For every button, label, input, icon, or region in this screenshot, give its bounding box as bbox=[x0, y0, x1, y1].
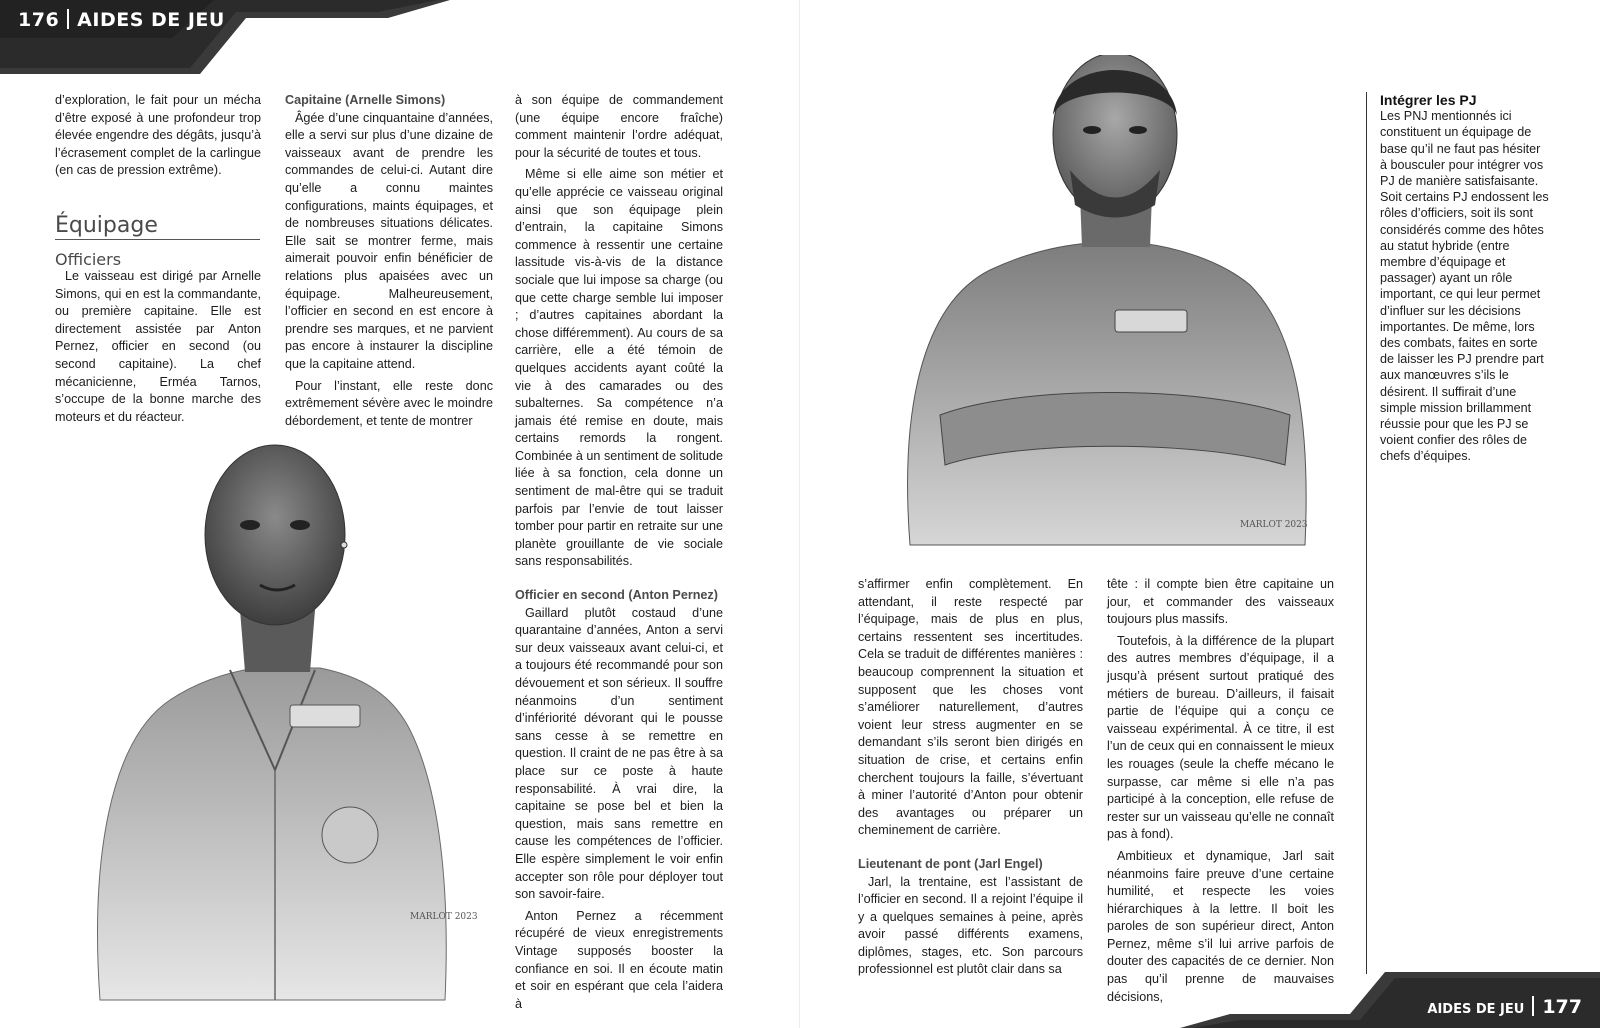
header-separator bbox=[67, 9, 69, 29]
paragraph: s’affirmer enfin complètement. En attendant, il reste respecté par l’équipage, mais de plus en plus, certains ressentent ses incertitudes. Cela se traduit de différentes manières : beaucoup comprennent la situation et supposent que les choses vont s’améliorer naturellement, d’autres voient leur stress augmenter en se demandant s’ils seront bien dirigés en situation de crise, et certains enfin cherchent toujours la faille, s’évertuant à miner l’autorité d’Anton pour obtenir des avantages ou préparer un cheminement de carrière. bbox=[858, 577, 1083, 838]
paragraph: d’exploration, le fait pour un mécha d’être exposé à une profondeur trop élevée engendre des dégâts, jusqu’à l’écrasement complet de la carlingue (en cas de pression extrême). bbox=[55, 93, 261, 178]
text-column-1b bbox=[55, 268, 261, 426]
paragraph: Âgée d’une cinquantaine d’années, elle a servi sur plus d’une dizaine de vaisseaux avant de prendre les commandes de celui-ci. Autant dire qu’elle a connu maintes configurations, maints équipages, et de nombreuses situations délicates. Elle sait se montrer ferme, mais aimerait pouvoir enfin bénéficier de relations plus apaisées avec un équipage. Malheureusement, l’officier en second en est encore à prendre ses marques, et ne parvient pas encore à instaurer la discipline que la capitaine attend. bbox=[285, 110, 493, 371]
paragraph: Pour l’instant, elle reste donc extrêmement sévère avec le moindre débordement, et tente de montrer bbox=[285, 378, 493, 428]
text-column-1 bbox=[55, 92, 261, 180]
paragraph: Anton Pernez a récemment récupéré de vieux enregistrements Vintage supposés booster la confiance en soi. Il en écoute matin et soir en espérant que cela l’aidera à bbox=[515, 908, 723, 1011]
text-column-4 bbox=[858, 576, 1083, 979]
header-separator bbox=[1532, 996, 1534, 1016]
text-column-2 bbox=[285, 92, 493, 430]
running-head: AIDES DE JEU bbox=[77, 9, 225, 31]
paragraph: Le vaisseau est dirigé par Arnelle Simons, qui en est la commandante, ou première capitaine. Elle est directement assistée par Anton Pernez, officier en second (ou second capitaine). La chef mécanicienne, Erméa Tarnos, s’occupe de la bonne marche des moteurs et du réacteur. bbox=[55, 269, 261, 424]
text-column-5 bbox=[1107, 576, 1334, 1006]
sidebar-box bbox=[1380, 92, 1550, 465]
running-head: AIDES DE JEU bbox=[1427, 1002, 1525, 1017]
paragraph: Jarl, la trentaine, est l’assistant de l’officier en second. Il a rejoint l’équipe il y a quelques semaines à peine, après avoir passé différents examens, diplômes, stages, etc. Son parcours professionnel est plutôt clair dans sa bbox=[858, 874, 1083, 977]
sidebar-rule bbox=[1366, 92, 1367, 974]
captain-portrait-illustration bbox=[80, 440, 470, 1020]
right-page bbox=[800, 0, 1600, 1028]
subsection-title: Officiers bbox=[55, 250, 122, 269]
paragraph: Gaillard plutôt costaud d’une quarantaine d’années, Anton a servi sur deux vaisseaux avant celui-ci, et a toujours été recommandé pour son dévouement et son sérieux. Il souffre néanmoins d’un sentiment d’infériorité dévorant qui le pousse sans cesse à se remettre en question. Il craint de ne pas être à sa place sur ce poste à haute responsabilité. À vrai dire, la capitaine se pose bel et bien la question, mais sans remettre en cause les compétences de l’officier. Elle espère simplement le voir enfin accepter son rôle pour déployer tout son savoir-faire. bbox=[515, 605, 723, 902]
paragraph: Toutefois, à la différence de la plupart des autres membres d’équipage, il a jusqu’à présent surtout pratiqué des métiers de bureau. D’ailleurs, il faisait partie de l’équipe qui a conçu ce vaisseau expérimental. À ce titre, il est l’un de ceux qui en connaissent le mieux les rouages (seule la cheffe mécano le surpasse, car même si elle n’a pas participé à la conception, elle refuse de rester sur un vaisseau qu’elle ne connaît pas à fond). bbox=[1107, 633, 1334, 842]
page-number: 176 bbox=[18, 9, 60, 31]
paragraph: tête : il compte bien être capitaine un jour, et commander des vaisseaux toujours plus massifs. bbox=[1107, 577, 1334, 627]
paragraph: Ambitieux et dynamique, Jarl sait néanmoins faire preuve d’une certaine humilité, et respecte les voies hiérarchiques à la lettre. Il boit les paroles de son supérieur direct, Anton Pernez, même s’il lui arrive parfois de douter des capacités de ce dernier. Non pas qu’il prenne de mauvaises décisions, bbox=[1107, 848, 1334, 1004]
paragraph: Même si elle aime son métier et qu’elle apprécie ce vaisseau original ainsi que son équipage plein d’entrain, la capitaine Simons commence à ressentir une certaine lassitude vis-à-vis de la distance sociale que lui impose sa charge (ou que cette charge semble lui imposer ; d’autres capitaines abordant la chose différemment). Au cours de sa carrière, elle a été témoin de quelques accidents ayant coûté la vie à des camarades ou des subalternes. Sa compétence n’a jamais été remise en doute, mais certains remords la rongent. Combinée à un sentiment de solitude liée à sa fonction, cela donne un sentiment de mal-être qui se traduit parfois par l’envie de tout laisser tomber pour partir en retraite sur une planète grouillante de vie sociale sans responsabilités. bbox=[515, 167, 723, 569]
page-header-left bbox=[18, 9, 225, 31]
sidebar-title: Intégrer les PJ bbox=[1380, 92, 1477, 108]
npc-heading-bridge-lieutenant: Lieutenant de pont (Jarl Engel) bbox=[858, 856, 1043, 871]
paragraph: à son équipe de commandement (une équipe encore fraîche) comment maintenir l’ordre adéquat, pour la sécurité de toutes et tous. bbox=[515, 93, 723, 160]
page-number: 177 bbox=[1542, 996, 1582, 1018]
second-officer-portrait-illustration bbox=[900, 55, 1320, 575]
sidebar-text: Les PNJ mentionnés ici constituent un équipage de base qu’il ne faut pas hésiter à bousculer pour intégrer vos PJ de manière satisfaisante. Soit certains PJ endossent les rôles d’officiers, soit ils sont considérés comme des hôtes au statut hybride (entre membre d’équipage et passager) ayant un rôle important, ce qui leur permet d’influer sur les décisions importantes. De même, lors des combats, faites en sorte de laisser les PJ prendre part aux manœuvres s’ils le désirent. Il suffirait d’une simple mission brillamment réussie pour que les PJ se voient confier des rôles de chefs d’équipes. bbox=[1380, 109, 1549, 464]
npc-heading-captain: Capitaine (Arnelle Simons) bbox=[285, 93, 446, 107]
page-header-right bbox=[1427, 996, 1582, 1018]
artist-signature: MARLOT 2023 bbox=[1240, 520, 1308, 530]
section-title: Équipage bbox=[55, 213, 260, 240]
npc-heading-second-officer: Officier en second (Anton Pernez) bbox=[515, 588, 718, 603]
artist-signature: MARLOT 2023 bbox=[410, 912, 478, 922]
text-column-3 bbox=[515, 92, 723, 1013]
